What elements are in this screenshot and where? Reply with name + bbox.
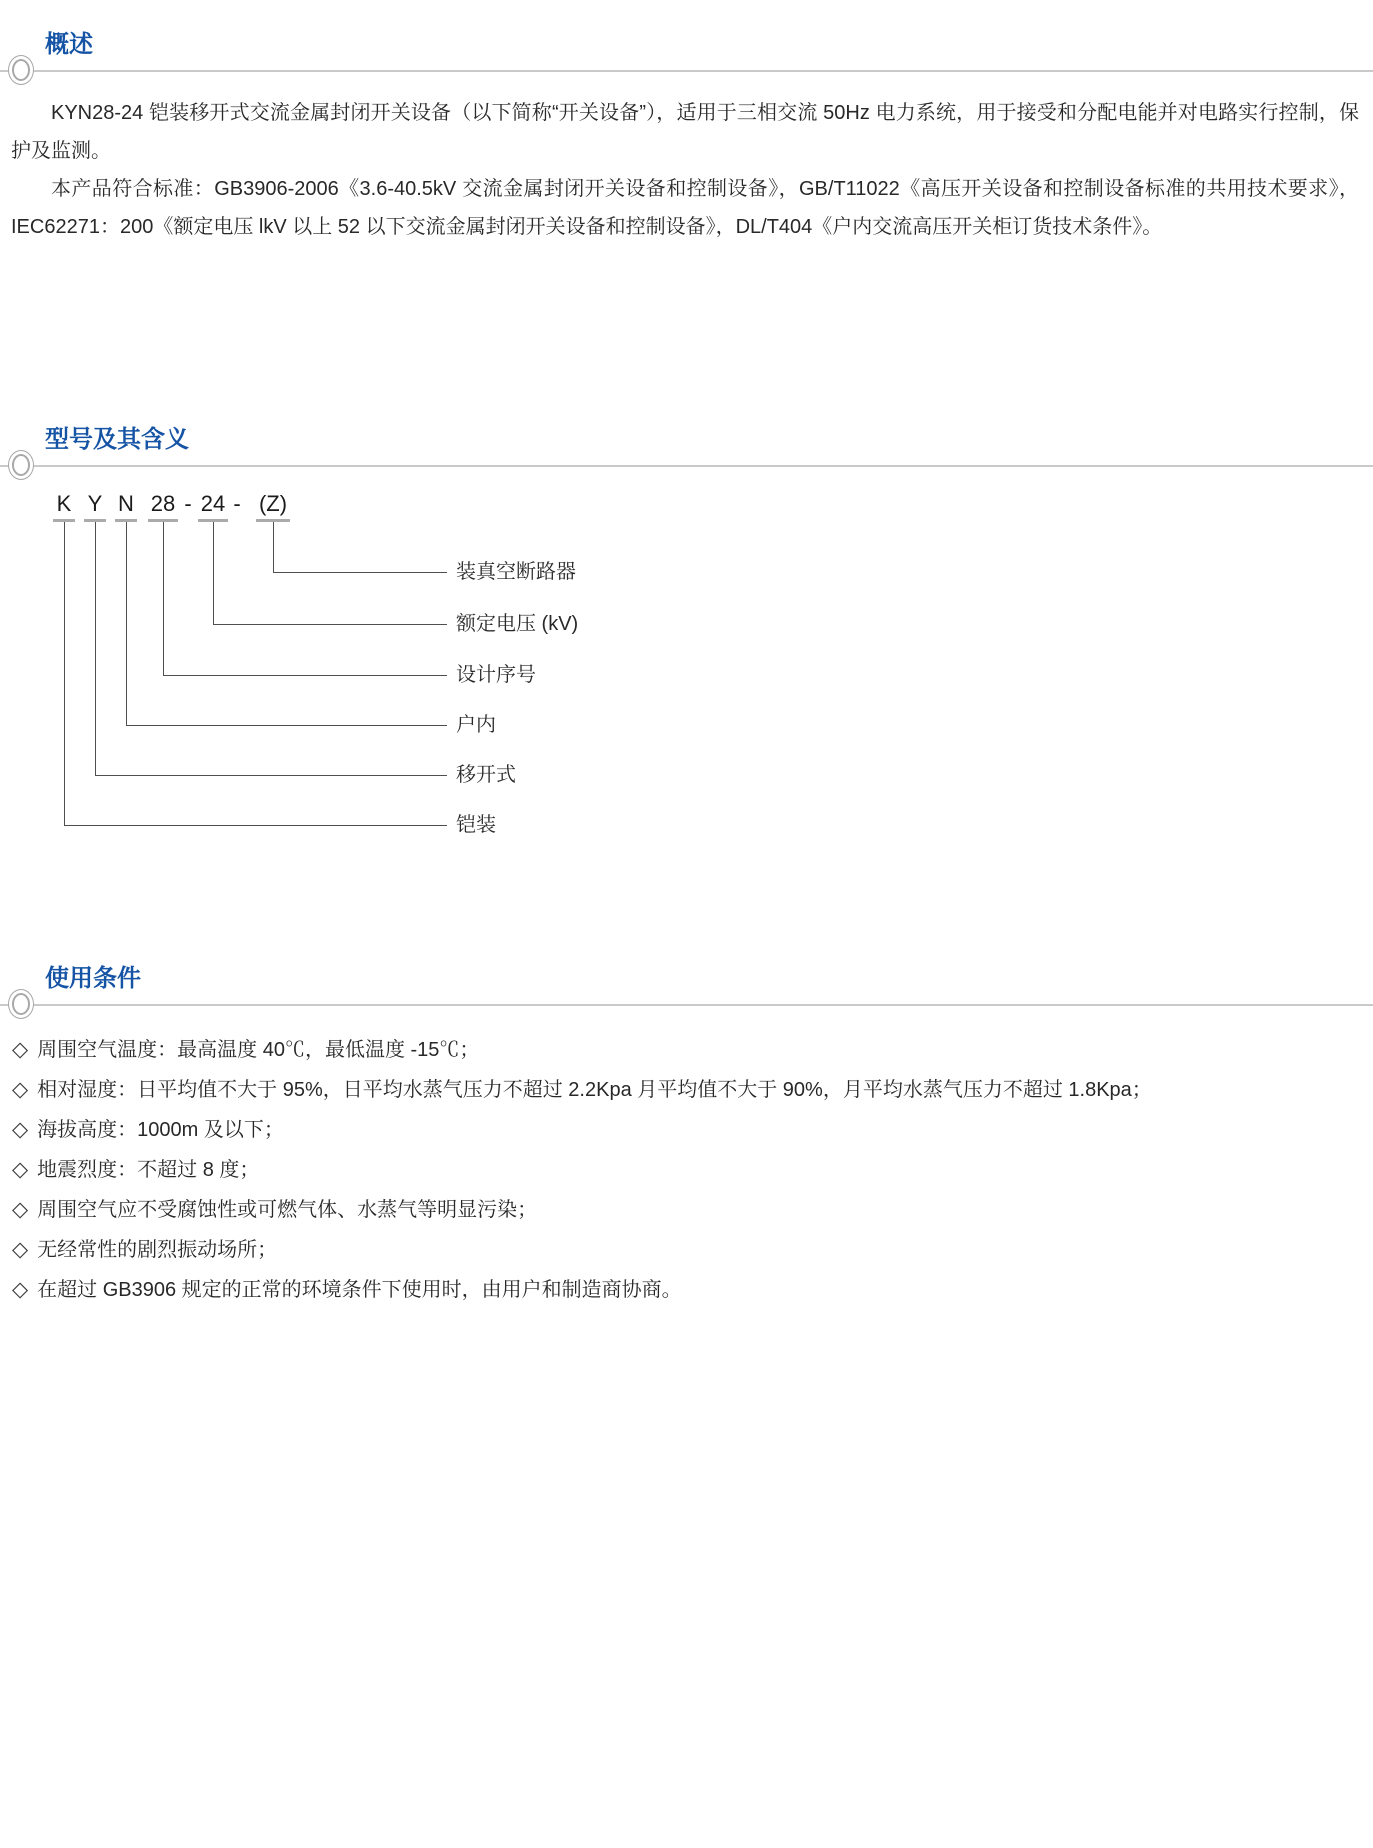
condition-text: 周围空气应不受腐蚀性或可燃气体、水蒸气等明显污染；: [37, 1199, 538, 1221]
diagram-vertical-line: [163, 522, 164, 675]
condition-item: [12, 1070, 1373, 1110]
condition-text: 地震烈度：不超过 8 度；: [37, 1159, 260, 1181]
diagram-vertical-line: [273, 522, 274, 572]
diamond-bullet-icon: ◇: [12, 1078, 29, 1101]
model-meaning-label: 户内: [456, 714, 496, 736]
diagram-horizontal-line: [95, 775, 447, 776]
condition-item: [12, 1030, 1373, 1070]
diamond-bullet-icon: ◇: [12, 1038, 29, 1061]
section-title-conditions: 使用条件: [45, 965, 141, 992]
condition-item: [12, 1270, 1373, 1310]
section-title-model: 型号及其含义: [45, 426, 189, 453]
model-code-part: 28: [150, 491, 176, 516]
diagram-vertical-line: [126, 522, 127, 725]
condition-text: 相对湿度：日平均值不大于 95%，日平均水蒸气压力不超过 2.2Kpa 月平均值不大于 90%，月平均水蒸气压力不超过 1.8Kpa；: [37, 1079, 1152, 1101]
condition-text: 在超过 GB3906 规定的正常的环境条件下使用时，由用户和制造商协商。: [37, 1279, 682, 1301]
diagram-horizontal-line: [213, 624, 447, 625]
condition-item: [12, 1150, 1373, 1190]
overview-paragraph-2: 本产品符合标准：GB3906-2006《3.6-40.5kV 交流金属封闭开关设备和控制设备》，GB/T11022《高压开关设备和控制设备标准的共用技术要求》，IEC62271：200《额定电压 lkV 以上 52 以下交流金属封闭开关设备和控制设备》，DL/T404《户内交流高压开关柜订货技术条件》。: [11, 178, 1359, 238]
ring-marker-icon: [8, 989, 34, 1019]
model-code-part: -: [184, 491, 192, 516]
diamond-bullet-icon: ◇: [12, 1198, 29, 1221]
section-divider-conditions: [0, 1004, 1373, 1006]
model-code-part: K: [56, 491, 72, 516]
model-code-part: (Z): [258, 491, 288, 516]
model-meaning-label: 装真空断路器: [456, 561, 576, 583]
condition-text: 海拔高度：1000m 及以下；: [37, 1119, 284, 1141]
diamond-bullet-icon: ◇: [12, 1158, 29, 1181]
condition-text: 无经常性的剧烈振动场所；: [37, 1239, 278, 1261]
condition-text: 周围空气温度：最高温度 40℃，最低温度 -15℃；: [37, 1039, 480, 1061]
model-code-diagram: [0, 467, 1373, 863]
diagram-horizontal-line: [163, 675, 447, 676]
diagram-vertical-line: [213, 522, 214, 624]
diagram-vertical-line: [95, 522, 96, 775]
model-code-part: Y: [87, 491, 103, 516]
diamond-bullet-icon: ◇: [12, 1238, 29, 1261]
section-model-meaning: [0, 423, 1373, 863]
section-divider-overview: [0, 70, 1373, 72]
section-overview: [0, 0, 1373, 246]
diagram-horizontal-line: [126, 725, 447, 726]
diamond-bullet-icon: ◇: [12, 1278, 29, 1301]
model-code-part: 24: [200, 491, 226, 516]
model-meaning-label: 铠装: [456, 814, 496, 836]
model-meaning-label: 额定电压 (kV): [456, 613, 579, 635]
diagram-horizontal-line: [273, 572, 447, 573]
model-meaning-label: 设计序号: [456, 664, 536, 686]
model-meaning-label: 移开式: [456, 764, 516, 786]
conditions-list: [0, 1030, 1373, 1310]
ring-marker-icon: [8, 55, 34, 85]
diamond-bullet-icon: ◇: [12, 1118, 29, 1141]
condition-item: [12, 1110, 1373, 1150]
diagram-vertical-line: [64, 522, 65, 825]
section-usage-conditions: [0, 962, 1373, 1310]
model-code-part: N: [118, 491, 134, 516]
condition-item: [12, 1230, 1373, 1270]
model-code-part: -: [233, 491, 241, 516]
diagram-horizontal-line: [64, 825, 447, 826]
section-title-overview: 概述: [45, 31, 93, 58]
overview-paragraph-1: KYN28-24 铠装移开式交流金属封闭开关设备（以下简称“开关设备”），适用于三相交流 50Hz 电力系统，用于接受和分配电能并对电路实行控制，保护及监测。: [11, 102, 1359, 162]
condition-item: [12, 1190, 1373, 1230]
